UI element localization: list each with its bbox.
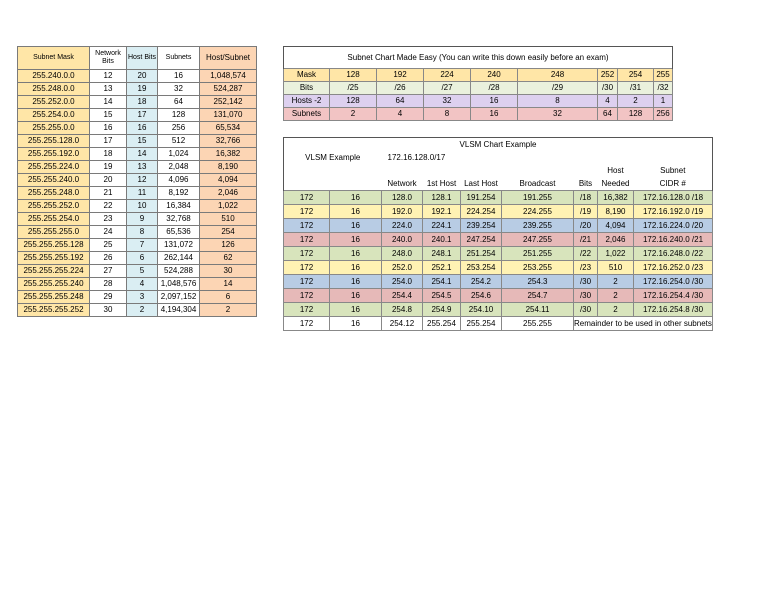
vlsm-header-cell: Bits	[578, 178, 593, 188]
vlsm-cell: 239.254	[461, 219, 502, 233]
vlsm-header-top-cell	[423, 164, 461, 177]
table-row	[18, 226, 257, 239]
vlsm-row	[284, 289, 713, 303]
subnet-mask-cell: 255.255.255.0	[18, 226, 90, 239]
vlsm-cell: 247.255	[502, 233, 574, 247]
vlsm-row	[284, 317, 713, 331]
vlsm-cell: 172.16.128.0 /18	[634, 191, 713, 205]
easy-chart-cell: 248	[518, 69, 598, 82]
header-host-per-subnet: Host/Subnet	[200, 47, 257, 70]
table-row	[18, 187, 257, 200]
vlsm-cell: 254.3	[502, 275, 574, 289]
network-bits-cell: 25	[90, 239, 127, 252]
vlsm-cell: 510	[598, 261, 634, 275]
vlsm-cell: /30	[574, 275, 598, 289]
easy-chart-cell: 2	[618, 95, 654, 108]
vlsm-cell: 16	[330, 219, 382, 233]
vlsm-cell: 2	[598, 275, 634, 289]
easy-chart-cell: 16	[471, 108, 518, 121]
subnets-cell: 64	[158, 96, 200, 109]
vlsm-header-cell	[284, 177, 330, 191]
subnet-mask-table	[17, 46, 257, 317]
easy-chart-cell: 256	[654, 108, 673, 121]
table-row	[18, 304, 257, 317]
vlsm-cell: 252.0	[382, 261, 423, 275]
vlsm-cell: 254.7	[502, 289, 574, 303]
vlsm-cell: 254.4	[382, 289, 423, 303]
vlsm-cell: /19	[574, 205, 598, 219]
host-per-subnet-cell: 1,022	[200, 200, 257, 213]
subnet-mask-cell: 255.255.254.0	[18, 213, 90, 226]
vlsm-header-cell	[330, 177, 382, 191]
host-per-subnet-cell: 1,048,574	[200, 70, 257, 83]
host-bits-cell: 9	[127, 213, 158, 226]
easy-chart-cell: 240	[471, 69, 518, 82]
vlsm-header-top-cell	[382, 164, 423, 177]
vlsm-cell: 128.1	[423, 191, 461, 205]
vlsm-example-network: 172.16.128.0/17	[387, 152, 446, 162]
host-per-subnet-cell: 510	[200, 213, 257, 226]
vlsm-cell: 254.11	[502, 303, 574, 317]
host-per-subnet-cell: 4,094	[200, 174, 257, 187]
easy-chart-cell: 16	[471, 95, 518, 108]
host-bits-cell: 10	[127, 200, 158, 213]
vlsm-title: VLSM Chart Example	[284, 138, 713, 152]
vlsm-cell: 172.16.254.4 /30	[634, 289, 713, 303]
subnets-cell: 65,536	[158, 226, 200, 239]
vlsm-cell: 254.8	[382, 303, 423, 317]
vlsm-cell: 16	[330, 233, 382, 247]
network-bits-cell: 23	[90, 213, 127, 226]
easy-chart-cell: 32	[518, 108, 598, 121]
host-bits-cell: 7	[127, 239, 158, 252]
easy-chart-cell: 1	[654, 95, 673, 108]
easy-chart-cell: /29	[518, 82, 598, 95]
vlsm-cell: 255.254	[423, 317, 461, 331]
vlsm-cell: 16	[330, 303, 382, 317]
table-row	[18, 96, 257, 109]
table-row	[18, 213, 257, 226]
easy-chart-row	[284, 82, 673, 95]
vlsm-cell: 172	[284, 191, 330, 205]
vlsm-cell: 16,382	[598, 191, 634, 205]
vlsm-cell: 172	[284, 317, 330, 331]
vlsm-cell: 172.16.254.0 /30	[634, 275, 713, 289]
table-row	[18, 122, 257, 135]
vlsm-header-top-cell	[461, 164, 502, 177]
vlsm-cell: /18	[574, 191, 598, 205]
vlsm-cell: 4,094	[598, 219, 634, 233]
network-bits-cell: 13	[90, 83, 127, 96]
subnets-cell: 8,192	[158, 187, 200, 200]
host-bits-cell: 15	[127, 135, 158, 148]
vlsm-row	[284, 275, 713, 289]
table-row	[18, 200, 257, 213]
vlsm-cell: 224.1	[423, 219, 461, 233]
vlsm-cell: 1,022	[598, 247, 634, 261]
easy-chart-cell: 8	[518, 95, 598, 108]
remainder-note: Remainder to be used in other subnets	[574, 317, 713, 331]
vlsm-cell: 172.16.240.0 /21	[634, 233, 713, 247]
vlsm-cell: 191.255	[502, 191, 574, 205]
vlsm-row	[284, 247, 713, 261]
subnets-cell: 16,384	[158, 200, 200, 213]
easy-chart-row	[284, 108, 673, 121]
network-bits-cell: 27	[90, 265, 127, 278]
vlsm-header-cell: Network	[387, 178, 417, 188]
header-network-bits: Network Bits	[90, 47, 127, 70]
vlsm-cell: /21	[574, 233, 598, 247]
easy-chart-cell: 4	[377, 108, 424, 121]
vlsm-cell: 254.1	[423, 275, 461, 289]
vlsm-header-top-cell	[502, 164, 574, 177]
vlsm-cell: 2,046	[598, 233, 634, 247]
subnets-cell: 2,097,152	[158, 291, 200, 304]
vlsm-cell: 255.255	[502, 317, 574, 331]
easy-chart-cell: 224	[424, 69, 471, 82]
vlsm-row	[284, 233, 713, 247]
vlsm-cell: /30	[574, 289, 598, 303]
vlsm-cell: 224.0	[382, 219, 423, 233]
easy-chart-cell: /31	[618, 82, 654, 95]
vlsm-cell: 2	[598, 303, 634, 317]
vlsm-cell: 172.16.248.0 /22	[634, 247, 713, 261]
subnet-mask-cell: 255.255.255.248	[18, 291, 90, 304]
vlsm-cell: 252.1	[423, 261, 461, 275]
vlsm-cell: /22	[574, 247, 598, 261]
vlsm-row	[284, 303, 713, 317]
host-bits-cell: 2	[127, 304, 158, 317]
header-subnet-mask: Subnet Mask	[18, 47, 90, 70]
host-per-subnet-cell: 62	[200, 252, 257, 265]
vlsm-cell: 254.10	[461, 303, 502, 317]
subnet-mask-cell: 255.255.240.0	[18, 174, 90, 187]
vlsm-cell: 253.255	[502, 261, 574, 275]
easy-chart-row	[284, 69, 673, 82]
vlsm-row	[284, 205, 713, 219]
vlsm-cell: 8,190	[598, 205, 634, 219]
network-bits-cell: 16	[90, 122, 127, 135]
vlsm-row	[284, 191, 713, 205]
host-per-subnet-cell: 65,534	[200, 122, 257, 135]
vlsm-cell: 172.16.252.0 /23	[634, 261, 713, 275]
subnets-cell: 4,194,304	[158, 304, 200, 317]
host-per-subnet-cell: 2	[200, 304, 257, 317]
easy-chart-cell: /26	[377, 82, 424, 95]
easy-chart-cell: 128	[618, 108, 654, 121]
vlsm-header-cell: CIDR #	[634, 177, 713, 191]
table-row	[18, 135, 257, 148]
vlsm-cell: /30	[574, 303, 598, 317]
host-per-subnet-cell: 131,070	[200, 109, 257, 122]
network-bits-cell: 21	[90, 187, 127, 200]
subnet-mask-cell: 255.255.255.224	[18, 265, 90, 278]
vlsm-cell: 16	[330, 191, 382, 205]
host-per-subnet-cell: 254	[200, 226, 257, 239]
easy-chart-cell: /30	[598, 82, 618, 95]
subnet-mask-cell: 255.255.255.240	[18, 278, 90, 291]
host-bits-cell: 11	[127, 187, 158, 200]
vlsm-cell: 16	[330, 289, 382, 303]
easy-chart-cell: /28	[471, 82, 518, 95]
vlsm-cell: 224.255	[502, 205, 574, 219]
subnet-mask-cell: 255.240.0.0	[18, 70, 90, 83]
table-row	[18, 265, 257, 278]
easy-chart-cell: 32	[424, 95, 471, 108]
vlsm-header-top-cell	[284, 164, 330, 177]
subnet-mask-cell: 255.255.0.0	[18, 122, 90, 135]
easy-chart-cell: 254	[618, 69, 654, 82]
vlsm-cell: 254.0	[382, 275, 423, 289]
vlsm-cell: 254.2	[461, 275, 502, 289]
host-bits-cell: 6	[127, 252, 158, 265]
easy-chart-cell: 2	[330, 108, 377, 121]
vlsm-cell: 172.16.224.0 /20	[634, 219, 713, 233]
subnets-cell: 32	[158, 83, 200, 96]
vlsm-cell: 251.255	[502, 247, 574, 261]
network-bits-cell: 12	[90, 70, 127, 83]
easy-chart-row-label: Mask	[284, 69, 330, 82]
subnet-mask-cell: 255.255.255.128	[18, 239, 90, 252]
network-bits-cell: 28	[90, 278, 127, 291]
vlsm-header-cell: 1st Host	[426, 178, 457, 188]
header-host-bits: Host Bits	[127, 47, 158, 70]
vlsm-cell: 239.255	[502, 219, 574, 233]
easy-chart-row-label: Subnets	[284, 108, 330, 121]
vlsm-cell: 172.16.192.0 /19	[634, 205, 713, 219]
easy-chart-row-label: Bits	[284, 82, 330, 95]
vlsm-header-cell: Needed	[601, 178, 630, 188]
host-per-subnet-cell: 8,190	[200, 161, 257, 174]
table-row	[18, 239, 257, 252]
easy-chart-cell: 8	[424, 108, 471, 121]
network-bits-cell: 19	[90, 161, 127, 174]
vlsm-header-top-cell: Host	[607, 165, 624, 175]
vlsm-cell: 2	[598, 289, 634, 303]
vlsm-row	[284, 219, 713, 233]
easy-chart-cell: /32	[654, 82, 673, 95]
subnet-chart-easy	[283, 46, 673, 121]
subnet-mask-cell: 255.252.0.0	[18, 96, 90, 109]
vlsm-cell: 16	[330, 205, 382, 219]
vlsm-cell: 240.0	[382, 233, 423, 247]
easy-chart-cell: 255	[654, 69, 673, 82]
subnet-mask-cell: 255.255.192.0	[18, 148, 90, 161]
vlsm-cell: 172.16.254.8 /30	[634, 303, 713, 317]
vlsm-cell: 16	[330, 317, 382, 331]
vlsm-header-top-cell	[330, 164, 382, 177]
host-bits-cell: 4	[127, 278, 158, 291]
subnets-cell: 262,144	[158, 252, 200, 265]
vlsm-cell: /20	[574, 219, 598, 233]
vlsm-cell: 254.5	[423, 289, 461, 303]
easy-chart-cell: 128	[330, 95, 377, 108]
subnet-mask-cell: 255.255.252.0	[18, 200, 90, 213]
subnet-mask-cell: 255.254.0.0	[18, 109, 90, 122]
vlsm-cell: 192.0	[382, 205, 423, 219]
network-bits-cell: 26	[90, 252, 127, 265]
vlsm-cell: 191.254	[461, 191, 502, 205]
table-row	[18, 83, 257, 96]
table-row	[18, 109, 257, 122]
vlsm-cell: 172	[284, 219, 330, 233]
subnets-cell: 524,288	[158, 265, 200, 278]
subnets-cell: 256	[158, 122, 200, 135]
subnet-mask-cell: 255.255.255.252	[18, 304, 90, 317]
network-bits-cell: 15	[90, 109, 127, 122]
network-bits-cell: 17	[90, 135, 127, 148]
vlsm-cell: 247.254	[461, 233, 502, 247]
vlsm-cell: 253.254	[461, 261, 502, 275]
subnet-mask-cell: 255.255.248.0	[18, 187, 90, 200]
host-per-subnet-cell: 16,382	[200, 148, 257, 161]
subnets-cell: 512	[158, 135, 200, 148]
easy-chart-row	[284, 95, 673, 108]
host-bits-cell: 17	[127, 109, 158, 122]
network-bits-cell: 20	[90, 174, 127, 187]
vlsm-cell: 254.6	[461, 289, 502, 303]
vlsm-row	[284, 261, 713, 275]
host-per-subnet-cell: 30	[200, 265, 257, 278]
network-bits-cell: 18	[90, 148, 127, 161]
host-per-subnet-cell: 126	[200, 239, 257, 252]
easy-chart-cell: /27	[424, 82, 471, 95]
vlsm-cell: 251.254	[461, 247, 502, 261]
vlsm-cell: 172	[284, 261, 330, 275]
subnets-cell: 131,072	[158, 239, 200, 252]
vlsm-header-top-cell	[574, 164, 598, 177]
host-bits-cell: 16	[127, 122, 158, 135]
vlsm-blank	[574, 151, 713, 164]
vlsm-cell: 254.9	[423, 303, 461, 317]
network-bits-cell: 30	[90, 304, 127, 317]
subnet-mask-cell: 255.255.255.192	[18, 252, 90, 265]
host-bits-cell: 14	[127, 148, 158, 161]
vlsm-cell: /23	[574, 261, 598, 275]
subnets-cell: 16	[158, 70, 200, 83]
easy-chart-cell: 4	[598, 95, 618, 108]
host-bits-cell: 3	[127, 291, 158, 304]
vlsm-cell: 224.254	[461, 205, 502, 219]
host-bits-cell: 19	[127, 83, 158, 96]
table-row	[18, 161, 257, 174]
vlsm-cell: 248.1	[423, 247, 461, 261]
table-row	[18, 252, 257, 265]
vlsm-example-label: VLSM Example	[284, 151, 382, 164]
subnets-cell: 4,096	[158, 174, 200, 187]
subnets-cell: 1,024	[158, 148, 200, 161]
network-bits-cell: 14	[90, 96, 127, 109]
vlsm-cell: 172	[284, 289, 330, 303]
vlsm-cell: 172	[284, 247, 330, 261]
vlsm-header-cell: Broadcast	[519, 178, 556, 188]
vlsm-header-top-cell: Subnet	[634, 164, 713, 177]
vlsm-cell: 16	[330, 261, 382, 275]
table-row	[18, 70, 257, 83]
vlsm-cell: 248.0	[382, 247, 423, 261]
easy-chart-cell: 64	[598, 108, 618, 121]
vlsm-cell: 192.1	[423, 205, 461, 219]
network-bits-cell: 29	[90, 291, 127, 304]
subnets-cell: 2,048	[158, 161, 200, 174]
vlsm-header-cell: Last Host	[464, 178, 498, 188]
host-bits-cell: 8	[127, 226, 158, 239]
subnets-cell: 1,048,576	[158, 278, 200, 291]
vlsm-cell: 172	[284, 275, 330, 289]
vlsm-cell: 254.12	[382, 317, 423, 331]
vlsm-cell: 16	[330, 247, 382, 261]
host-bits-cell: 5	[127, 265, 158, 278]
host-bits-cell: 13	[127, 161, 158, 174]
table-row	[18, 148, 257, 161]
host-bits-cell: 12	[127, 174, 158, 187]
vlsm-cell: 172	[284, 233, 330, 247]
easy-chart-cell: 252	[598, 69, 618, 82]
host-bits-cell: 18	[127, 96, 158, 109]
network-bits-cell: 22	[90, 200, 127, 213]
table-row	[18, 174, 257, 187]
host-per-subnet-cell: 32,766	[200, 135, 257, 148]
host-per-subnet-cell: 14	[200, 278, 257, 291]
host-per-subnet-cell: 524,287	[200, 83, 257, 96]
easy-chart-cell: 128	[330, 69, 377, 82]
vlsm-chart	[283, 137, 713, 331]
subnet-mask-cell: 255.255.224.0	[18, 161, 90, 174]
host-per-subnet-cell: 6	[200, 291, 257, 304]
host-per-subnet-cell: 252,142	[200, 96, 257, 109]
header-subnets: Subnets	[158, 47, 200, 70]
vlsm-cell: 172	[284, 303, 330, 317]
easy-chart-title: Subnet Chart Made Easy (You can write this down easily before an exam)	[284, 47, 673, 69]
host-bits-cell: 20	[127, 70, 158, 83]
network-bits-cell: 24	[90, 226, 127, 239]
subnet-table-header	[18, 47, 257, 70]
table-row	[18, 291, 257, 304]
vlsm-cell: 255.254	[461, 317, 502, 331]
vlsm-cell: 240.1	[423, 233, 461, 247]
easy-chart-cell: /25	[330, 82, 377, 95]
easy-chart-row-label: Hosts -2	[284, 95, 330, 108]
subnets-cell: 128	[158, 109, 200, 122]
vlsm-cell: 172	[284, 205, 330, 219]
table-row	[18, 278, 257, 291]
host-per-subnet-cell: 2,046	[200, 187, 257, 200]
subnet-mask-cell: 255.248.0.0	[18, 83, 90, 96]
vlsm-cell: 128.0	[382, 191, 423, 205]
easy-chart-cell: 64	[377, 95, 424, 108]
subnets-cell: 32,768	[158, 213, 200, 226]
subnet-mask-cell: 255.255.128.0	[18, 135, 90, 148]
easy-chart-cell: 192	[377, 69, 424, 82]
vlsm-cell: 16	[330, 275, 382, 289]
